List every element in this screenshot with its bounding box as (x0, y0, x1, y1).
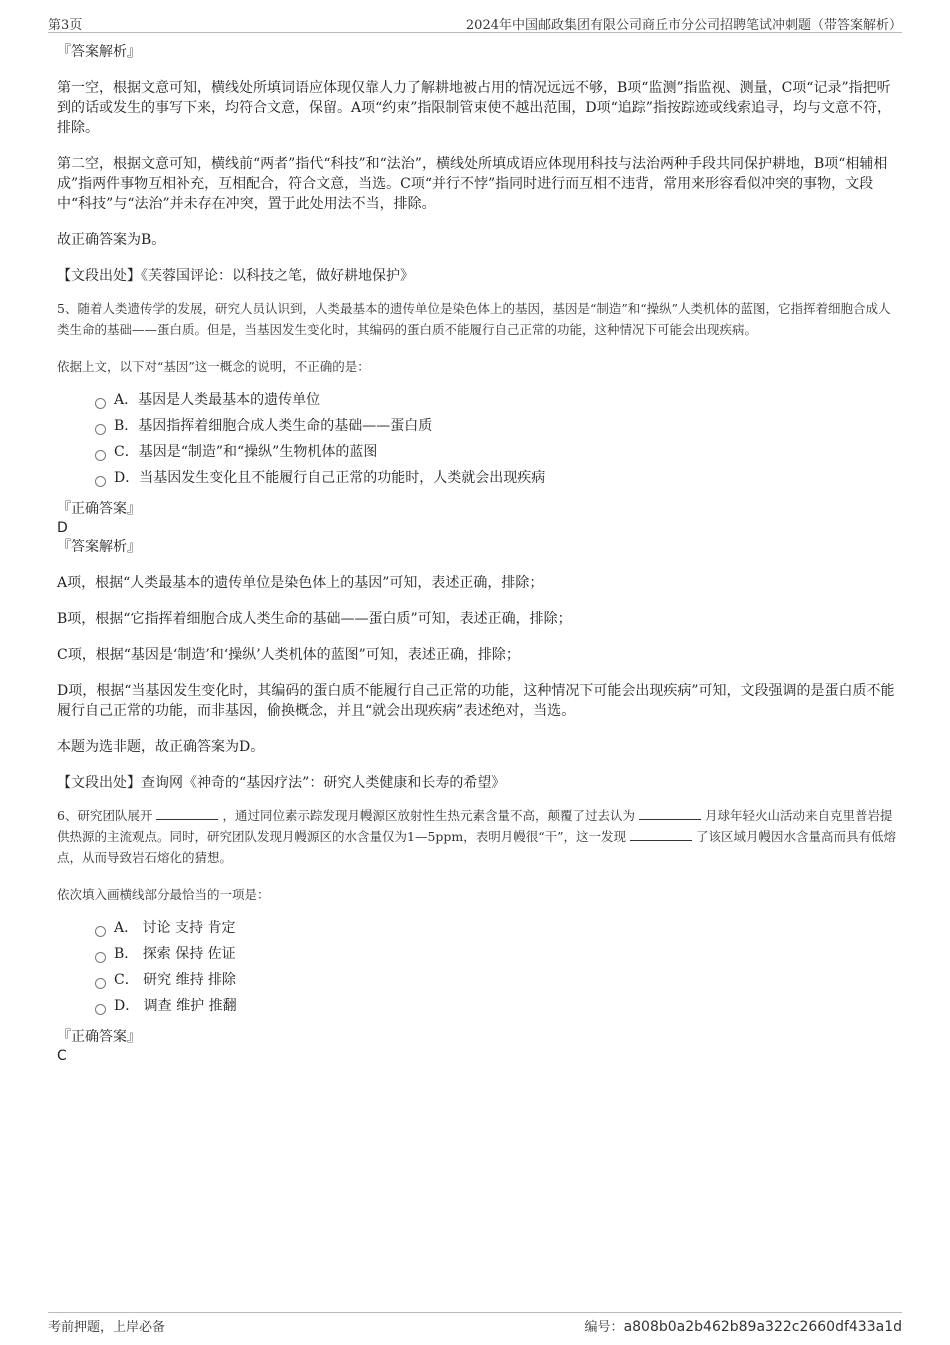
analysis-paragraph: 第一空，根据文意可知，横线处所填词语应体现仅靠人力了解耕地被占用的情况远远不够，B项“监测”指监视、测量，C项“记录”指把听到的话或发生的事写下来，均符合文意，保留。A项“约束”指限制管束使不越出范围，D项“追踪”指按踪迹或线索追寻，均与文意不符，排除。 (57, 80, 891, 136)
document-code: 编号：a808b0a2b462b89a322c2660df433a1d (584, 1319, 902, 1335)
option-b[interactable]: B．基因指挥着细胞合成人类生命的基础——蛋白质 (95, 413, 897, 439)
conclusion: 故正确答案为B。 (57, 232, 166, 248)
document-body (57, 42, 897, 1065)
blank-line (639, 807, 701, 820)
option-c[interactable]: C． 研究 维持 排除 (95, 967, 897, 993)
radio-icon[interactable] (95, 978, 106, 989)
option-d[interactable]: D．当基因发生变化且不能履行自己正常的功能时，人类就会出现疾病 (95, 465, 897, 491)
radio-icon[interactable] (95, 450, 106, 461)
answer-label: 『正确答案』 (57, 501, 141, 517)
option-a[interactable]: A． 讨论 支持 肯定 (95, 915, 897, 941)
source-citation: 【文段出处】查询网《神奇的“基因疗法”：研究人类健康和长寿的希望》 (57, 775, 506, 791)
analysis-label: 『答案解析』 (57, 539, 141, 555)
question-stem: 6、研究团队展开 ，通过同位素示踪发现月幔源区放射性生热元素含量不高，颠覆了过去认为 月球年轻火山活动来自克里普岩提供热源的主流观点。同时，研究团队发现月幔源区的水含量仅为1—5ppm，表明月幔很“干”，这一发现 了该区域月幔因水含量高而具有低熔点，从而导致岩石熔化的猜想。 (57, 808, 897, 865)
radio-icon[interactable] (95, 952, 106, 963)
blank-line (156, 807, 218, 820)
conclusion: 本题为选非题，故正确答案为D。 (57, 739, 265, 755)
page-number: 第3页 (48, 18, 83, 33)
option-list (95, 387, 897, 491)
option-c[interactable]: C．基因是“制造”和“操纵”生物机体的蓝图 (95, 439, 897, 465)
radio-icon[interactable] (95, 1004, 106, 1015)
radio-icon[interactable] (95, 926, 106, 937)
question-stem: 5、随着人类遗传学的发展，研究人员认识到，人类最基本的遗传单位是染色体上的基因，基因是“制造”和“操纵”人类机体的蓝图，它指挥着细胞合成人类生命的基础——蛋白质。但是，当基因发生变化时，其编码的蛋白质不能履行自己正常的功能，这种情况下可能会出现疾病。 (57, 301, 891, 337)
question-prompt: 依次填入画横线部分最恰当的一项是： (57, 887, 270, 902)
correct-answer: C (57, 1048, 67, 1064)
analysis-label: 『答案解析』 (57, 44, 141, 60)
analysis-paragraph: B项，根据“它指挥着细胞合成人类生命的基础——蛋白质”可知，表述正确，排除； (57, 611, 572, 627)
option-list (95, 915, 897, 1019)
radio-icon[interactable] (95, 424, 106, 435)
document-title: 2024年中国邮政集团有限公司商丘市分公司招聘笔试冲刺题（带答案解析） (465, 18, 902, 33)
source-citation: 【文段出处】《芙蓉国评论：以科技之笔，做好耕地保护》 (57, 268, 414, 284)
analysis-paragraph: 第二空，根据文意可知，横线前“两者”指代“科技”和“法治”，横线处所填成语应体现用科技与法治两种手段共同保护耕地，B项“相辅相成”指两件事物互相补充，互相配合，符合文意，当选。C项“并行不悖”指同时进行而互相不违背，常用来形容看似冲突的事物，文段中“科技”与“法治”并未存在冲突，置于此处用法不当，排除。 (57, 156, 888, 212)
footer-slogan: 考前押题，上岸必备 (48, 1320, 166, 1335)
radio-icon[interactable] (95, 476, 106, 487)
page-header (48, 12, 902, 33)
analysis-paragraph: D项，根据“当基因发生变化时，其编码的蛋白质不能履行自己正常的功能，这种情况下可能会出现疾病”可知，文段强调的是蛋白质不能履行自己正常的功能，而非基因，偷换概念，并且“就会出现疾病”表述绝对，当选。 (57, 683, 895, 719)
page-footer (48, 1312, 902, 1335)
answer-label: 『正确答案』 (57, 1029, 141, 1045)
analysis-paragraph: A项，根据“人类最基本的遗传单位是染色体上的基因”可知，表述正确，排除； (57, 575, 544, 591)
question-prompt: 依据上文，以下对“基因”这一概念的说明，不正确的是： (57, 359, 370, 374)
analysis-paragraph: C项，根据“基因是‘制造’和‘操纵’人类机体的蓝图”可知，表述正确，排除； (57, 647, 520, 663)
radio-icon[interactable] (95, 398, 106, 409)
option-a[interactable]: A．基因是人类最基本的遗传单位 (95, 387, 897, 413)
option-b[interactable]: B． 探索 保持 佐证 (95, 941, 897, 967)
option-d[interactable]: D． 调查 维护 推翻 (95, 993, 897, 1019)
correct-answer: D (57, 520, 68, 536)
blank-line (630, 828, 692, 841)
